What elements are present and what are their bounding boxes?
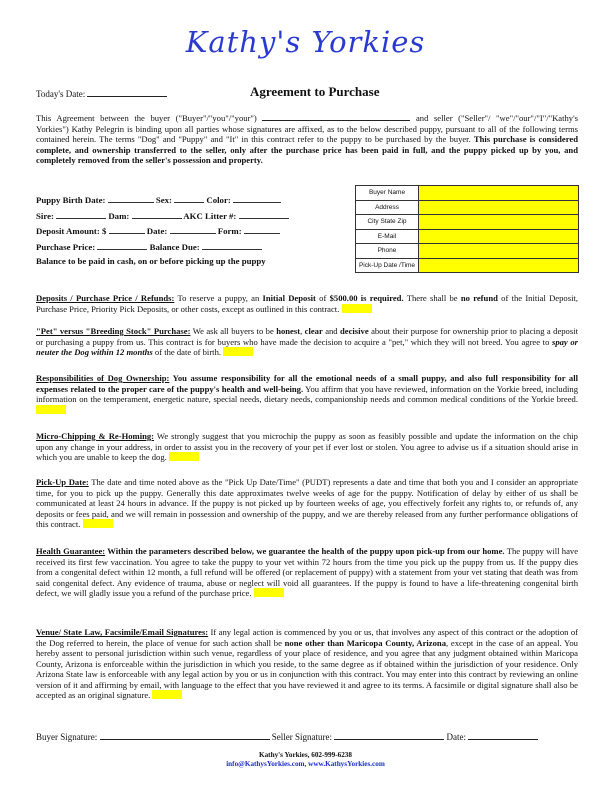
row-parents bbox=[36, 210, 336, 226]
pet-bold: spay or neuter the Dog within 12 months bbox=[36, 336, 578, 357]
address-input[interactable] bbox=[419, 200, 579, 215]
responsibilities-text: You affirm that you have reviewed, information on the Yorkie breed, including information on the temperament, energetic nature, special needs, dietary needs, companionship needs and common medical conditions of the Yorkie breed. bbox=[36, 383, 578, 404]
footer-links[interactable]: info@KathysYorkies.com, www.KathysYorkies.com bbox=[226, 760, 385, 768]
initial-highlight[interactable] bbox=[152, 690, 182, 699]
signature-date-label: Date: bbox=[446, 732, 466, 742]
buyer-info-label: E-Mail bbox=[356, 229, 419, 244]
sire-label: Sire: bbox=[36, 210, 54, 221]
buyer-info-row bbox=[356, 200, 579, 215]
deposits-bold: no refund bbox=[460, 293, 498, 303]
responsibilities-heading: Responsibilities of Dog Ownership: bbox=[36, 373, 170, 383]
intro-body: "we"/"our"/"I"/"Kathy's Yorkies") Kathy Pelegrin is binding upon all parties whose signatures are affixed, as to the below described puppy, pursuant to all of the following terms contained herein. The terms "Dog" and "Puppy" and "It" in this contract refer to the puppy to be purchased by the buyer. bbox=[36, 113, 578, 144]
row-birth bbox=[36, 194, 336, 210]
microchip-text: We strongly suggest that you microchip the puppy as soon as feasibly possible and update the information on the chip upon any change in your address, in order to assist you in the recovery of your pet if ever lost or stolen. You agree to advise us if a situation should arise in which you are unable to keep the dog. bbox=[36, 431, 578, 462]
price-blank[interactable] bbox=[97, 241, 147, 250]
section-responsibilities bbox=[36, 373, 578, 415]
pet-bold: clear bbox=[304, 326, 323, 336]
balance-note: Balance to be paid in cash, on or before picking up the puppy bbox=[36, 256, 266, 266]
sex-blank[interactable] bbox=[174, 194, 204, 203]
todays-date-label: Today's Date: bbox=[36, 89, 86, 99]
health-bold: Within the parameters described below, we guarantee the health of the puppy upon pick-up from our home. bbox=[105, 546, 505, 556]
pet-text: of the date of birth. bbox=[152, 347, 222, 357]
buyer-info-row bbox=[356, 244, 579, 259]
section-microchip bbox=[36, 431, 578, 463]
buyer-info-row bbox=[356, 215, 579, 230]
initial-highlight[interactable] bbox=[83, 519, 113, 528]
todays-date-blank[interactable] bbox=[87, 88, 167, 97]
sex-label: Sex: bbox=[155, 195, 172, 205]
color-label: Color: bbox=[206, 195, 231, 205]
buyer-info-label: Buyer Name bbox=[356, 186, 419, 201]
pet-text: , bbox=[300, 326, 305, 336]
buyer-info-table bbox=[355, 185, 579, 273]
birth-date-blank[interactable] bbox=[108, 194, 154, 203]
initial-highlight[interactable] bbox=[36, 405, 66, 414]
dam-label: Dam: bbox=[108, 210, 130, 221]
akc-blank[interactable] bbox=[239, 210, 289, 219]
pet-bold: decisive bbox=[340, 326, 369, 336]
seller-signature-label: Seller Signature: bbox=[271, 732, 332, 742]
intro-line1-end: and seller ("Seller"/ bbox=[410, 113, 491, 123]
venue-text: If any legal action is commenced by you or us, that involves any aspect of this contract or the adoption of the Dog referred to herein, the place of venue for such action shall be bbox=[36, 627, 578, 648]
balance-blank[interactable] bbox=[202, 241, 262, 250]
pet-text: about their purpose for ownership prior to placing a deposit or purchasing a puppy from us. This contract is for buyers who have made the decision to acquire a "pet," which they will not breed. You agree to bbox=[36, 326, 578, 347]
pet-text: and bbox=[322, 326, 341, 336]
health-text: The puppy will have received its first few vaccination. You agree to take the puppy to your vet within 72 hours from the time you pick up the puppy from us. If the puppy dies from a congenital defect within 12 month, a full refund will be offered (or replacement of puppy) with a statement from your vet stating that death was from said congenital defect. Any evidence of trauma, abuse or neglect will void all guarantees. If the puppy is found to have a life-threatening congenital birth defect, we will gladly issue you a refund of the purchase price. bbox=[36, 546, 579, 598]
section-deposits bbox=[36, 293, 578, 314]
city-state-zip-input[interactable] bbox=[419, 215, 579, 230]
initial-highlight[interactable] bbox=[254, 588, 284, 597]
form-blank[interactable] bbox=[244, 225, 280, 234]
deposit-date-blank[interactable] bbox=[170, 225, 216, 234]
microchip-heading: Micro-Chipping & Re-Homing: bbox=[36, 431, 155, 441]
birth-date-label: Puppy Birth Date: bbox=[36, 195, 106, 205]
deposits-text: of the Initial Deposit, Purchase Price, Priority Pick Deposits, or other costs, except as outlined in this contract. bbox=[36, 293, 578, 314]
buyer-signature-blank[interactable] bbox=[100, 731, 270, 740]
puppy-details bbox=[36, 194, 336, 272]
buyer-signature-label: Buyer Signature: bbox=[36, 732, 98, 742]
buyer-name-input[interactable] bbox=[419, 186, 579, 201]
row-price bbox=[36, 241, 336, 257]
buyer-info-label: Phone bbox=[356, 244, 419, 259]
initial-highlight[interactable] bbox=[342, 304, 372, 313]
row-deposit bbox=[36, 225, 336, 241]
intro-paragraph bbox=[36, 112, 578, 166]
sire-blank[interactable] bbox=[56, 210, 106, 219]
form-label: Form: bbox=[217, 226, 242, 236]
akc-label: AKC Litter #: bbox=[183, 210, 237, 221]
section-pickup bbox=[36, 477, 578, 530]
phone-input[interactable] bbox=[419, 244, 579, 259]
intro-bold: This purchase is considered complete, and ownership transferred to the seller, only after the purchase price has been paid in full, and the puppy picked up by you, and completely removed from the seller's possession and property. bbox=[36, 134, 578, 165]
signature-date-blank[interactable] bbox=[468, 731, 538, 740]
deposit-date-label: Date: bbox=[146, 226, 168, 236]
section-venue bbox=[36, 627, 578, 701]
footer bbox=[0, 751, 611, 769]
deposit-label: Deposit Amount: $ bbox=[36, 226, 107, 236]
venue-heading: Venue/ State Law, Facsimile/Email Signatures: bbox=[36, 627, 209, 637]
todays-date-field bbox=[36, 88, 167, 99]
buyer-info-label: Pick-Up Date /Time bbox=[356, 258, 419, 273]
buyer-info-label: Address bbox=[356, 200, 419, 215]
pet-text: We ask all buyers to be bbox=[190, 326, 277, 336]
venue-text: , except in the case of an appeal. You hereby assent to personal jurisdiction within such venue, regardless of your place of residence, and you agree that any judgment obtained within Maricopa County, Arizona is enforceable within the jurisdiction in which you reside, to the same degree as if obtained within the jurisdiction of your residence. Only Arizona State law is enforceable with any legal action by you or us in conjunction with this contract. You may enter into this contract by reviewing an online version of it and affirming by email, with language to the effect that you have reviewed it and agree to its terms. A facsimile or digital signature shall also be accepted as an original signature. bbox=[36, 637, 578, 700]
pet-bold: honest bbox=[276, 326, 301, 336]
signature-line bbox=[36, 731, 538, 742]
health-heading: Health Guarantee: bbox=[36, 546, 106, 556]
dam-blank[interactable] bbox=[132, 210, 182, 219]
balance-label: Balance Due: bbox=[149, 241, 200, 252]
section-pet bbox=[36, 326, 578, 358]
intro-line1: This Agreement between the buyer ("Buyer"/"you"/"your") bbox=[36, 113, 263, 123]
deposit-blank[interactable] bbox=[109, 225, 145, 234]
pet-heading: "Pet" versus "Breeding Stock" Purchase: bbox=[36, 326, 191, 336]
responsibilities-bold: You assume responsibility for all the emotional needs of a small puppy, and also full responsibility for all expenses related to the proper care of the puppy's health and well-being. bbox=[36, 373, 578, 394]
deposits-bold: $500.00 is required. bbox=[329, 293, 404, 303]
pickup-datetime-input[interactable] bbox=[419, 258, 579, 273]
deposits-heading: Deposits / Purchase Price / Refunds: bbox=[36, 293, 175, 303]
initial-highlight[interactable] bbox=[223, 347, 253, 356]
footer-contact: Kathy's Yorkies, 602-999-6238 bbox=[259, 751, 352, 759]
section-health bbox=[36, 546, 578, 599]
email-input[interactable] bbox=[419, 229, 579, 244]
page-title: Agreement to Purchase bbox=[250, 84, 380, 99]
buyer-info-row bbox=[356, 186, 579, 201]
deposits-text: To reserve a puppy, an bbox=[174, 293, 263, 303]
deposits-text: of bbox=[315, 293, 330, 303]
price-label: Purchase Price: bbox=[36, 241, 96, 252]
initial-highlight[interactable] bbox=[169, 452, 199, 461]
pickup-text: The date and time noted above as the "Pick Up Date/Time" (PUDT) represents a date and time that both you and I consider an appropriate time, for you to pick up the puppy. Generally this date approximates twelve weeks of age for the puppy. Notification of delay by either of us shall be communicated at least 24 hours in advance. If the puppy is not picked up by fourteen weeks of age, you effectively forfeit any rights to, or refunds of, any deposits or fees paid, and we will remain in possession and ownership of the puppy, and we are thereby released from any further performance obligations of this contract. bbox=[36, 477, 578, 529]
seller-signature-blank[interactable] bbox=[334, 731, 444, 740]
buyer-info-row bbox=[356, 258, 579, 273]
buyer-info-row bbox=[356, 229, 579, 244]
color-blank[interactable] bbox=[233, 194, 281, 203]
pickup-heading: Pick-Up Date: bbox=[36, 477, 89, 487]
deposits-text: There shall be bbox=[403, 293, 461, 303]
brand-logo: Kathy's Yorkies bbox=[185, 25, 426, 59]
venue-bold: none other than Maricopa County, Arizona bbox=[284, 637, 446, 648]
buyer-name-blank[interactable] bbox=[262, 112, 410, 121]
buyer-info-label: City State Zip bbox=[356, 215, 419, 230]
deposits-bold: Initial Deposit bbox=[262, 293, 316, 303]
